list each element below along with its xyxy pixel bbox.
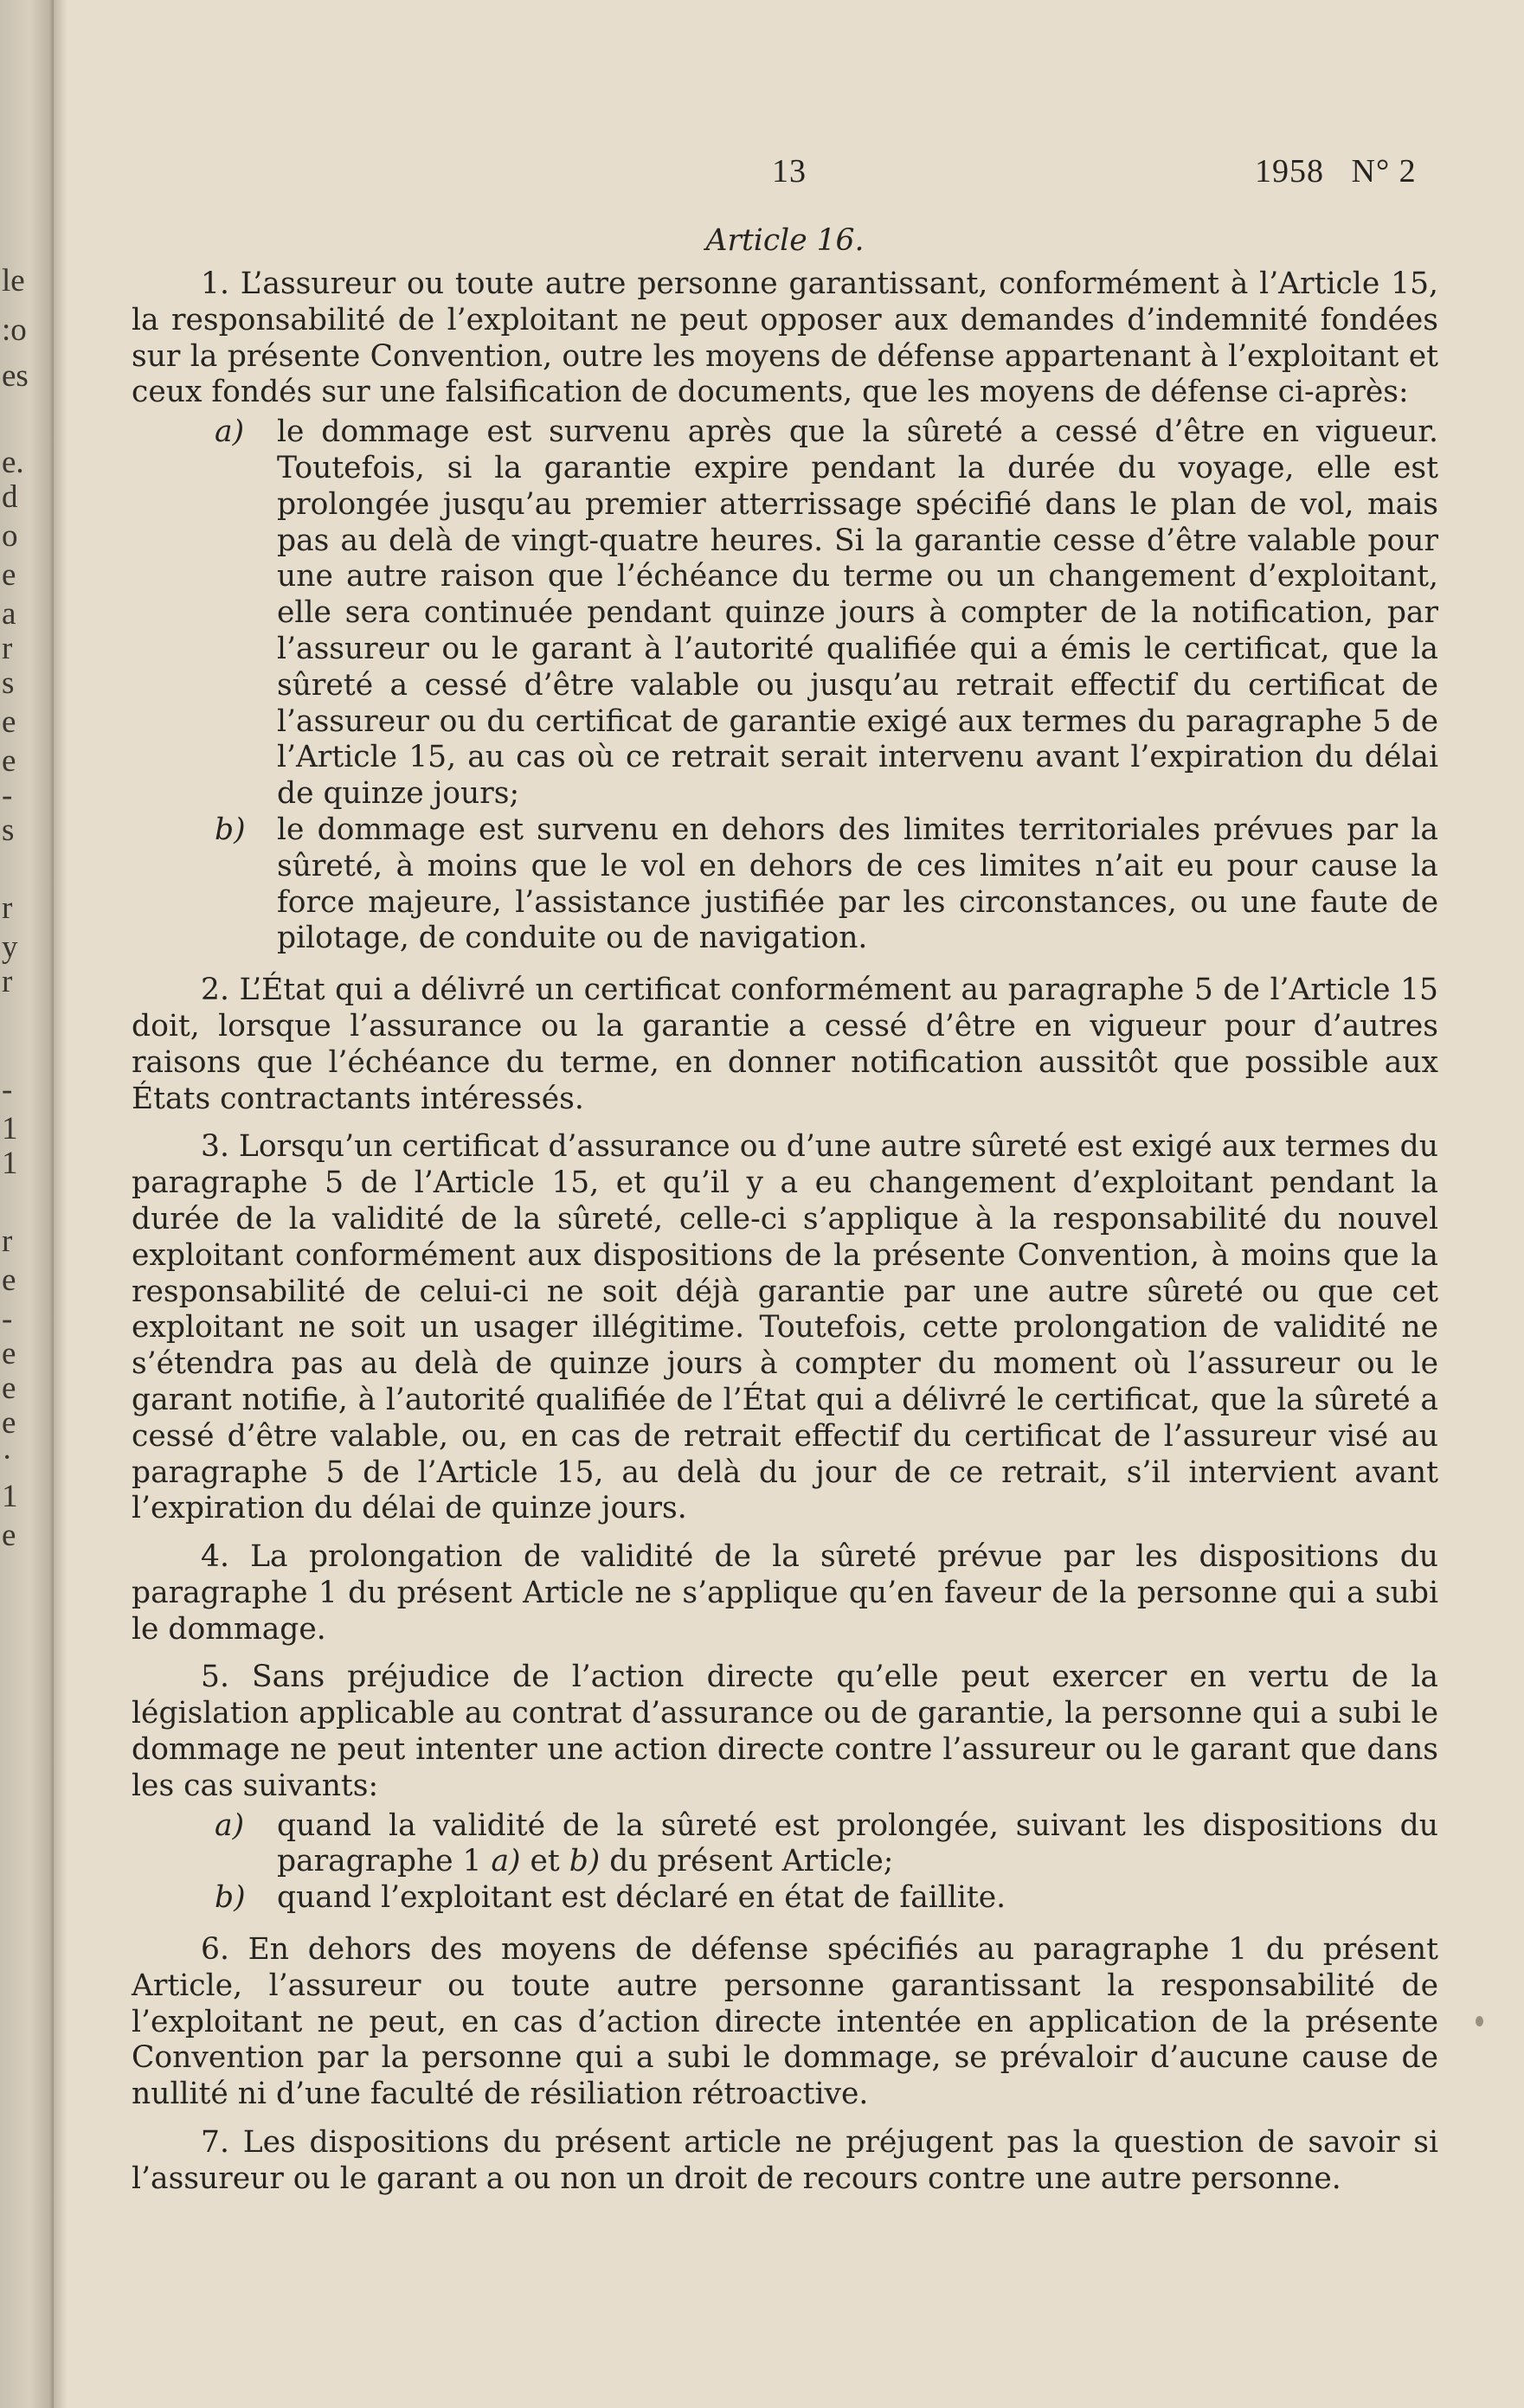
margin-fragment: r — [2, 1223, 13, 1259]
margin-fragment: s — [2, 665, 15, 701]
paragraph-1-items — [132, 414, 1438, 957]
item-text: quand l’exploitant est déclaré en état de faillite. — [277, 1880, 1006, 1916]
margin-fragment: y — [2, 929, 18, 965]
item-text: et — [520, 1844, 569, 1879]
list-item — [132, 812, 1438, 957]
article-body — [132, 223, 1438, 2210]
gutter-shadow — [54, 0, 68, 2408]
page-number: 13 — [772, 153, 807, 189]
margin-fragment: e — [2, 1371, 16, 1406]
page-header — [0, 152, 1524, 196]
margin-fragment: e — [2, 557, 16, 593]
adjacent-page-fragments — [0, 0, 52, 2408]
margin-fragment: e — [2, 1262, 16, 1298]
item-label: b) — [215, 1880, 246, 1916]
margin-fragment: - — [2, 1301, 13, 1337]
margin-fragment: r — [2, 964, 13, 999]
paragraph-5-items — [132, 1808, 1438, 1917]
article-title: Article 16. — [705, 223, 865, 258]
margin-fragment: - — [2, 1072, 13, 1108]
item-text: le dommage est survenu en dehors des limites territoriales prévues par la sûreté, à moins que le vol en dehors de ces limites n’ait eu pour cause la force majeure, l’assistance justifiée par les circonstances, ou une faute de pilotage, de conduite ou de navigation. — [277, 812, 1438, 956]
paper-speck — [1476, 2016, 1483, 2026]
margin-fragment: o — [2, 518, 18, 554]
paragraph-3: 3. Lorsqu’un certificat d’assurance ou d’une autre sûreté est exigé aux termes du paragraphe 5 de l’Article 15, et qu’il y a eu changement d’exploitant pendant la durée de la validité de la sûreté, celle-ci s’applique à la responsabilité du nouvel exploitant conformément aux dispositions de la présente Convention, à moins que la responsabilité de celui-ci ne soit déjà garantie par une autre sûreté ou que cet exploitant ne soit un usager illégitime. Toutefois, cette prolongation de validité ne s’étendra pas au delà de quinze jours à compter du moment où l’assureur ou le garant notifie, à l’autorité qualifiée de l’État qui a délivré le certificat, que la sûreté a cessé d’être valable, ou, en cas de retrait effectif du certificat de l’assureur visé au paragraphe 5 de l’Article 15, au delà du jour de ce retrait, s’il intervient avant l’expiration du délai de quinze jours. — [132, 1129, 1438, 1526]
item-ref: b) — [569, 1844, 601, 1879]
margin-fragment: e. — [2, 445, 24, 480]
paragraph-4: 4. La prolongation de validité de la sûreté prévue par les dispositions du paragraphe 1 du présent Article ne s’applique qu’en faveur de la personne qui a subi le dommage. — [132, 1539, 1438, 1647]
margin-fragment: 1 — [2, 1146, 18, 1181]
margin-fragment: e — [2, 1405, 16, 1441]
list-item — [132, 1808, 1438, 1881]
margin-fragment: d — [2, 479, 18, 515]
margin-fragment: le — [2, 263, 25, 299]
margin-fragment: e — [2, 704, 16, 740]
item-label: a) — [215, 1808, 245, 1843]
margin-fragment: s — [2, 812, 15, 848]
margin-fragment: r — [2, 890, 13, 926]
document-number: 1958 N° 2 — [1255, 153, 1417, 189]
item-text: quand la validité de la sûreté est prolongée, suivant les dispositions du paragraphe 1 — [277, 1808, 1438, 1879]
margin-fragment: r — [2, 631, 13, 666]
margin-fragment: · — [2, 1440, 13, 1475]
item-ref: a) — [491, 1844, 521, 1879]
list-item — [132, 1880, 1438, 1917]
paragraph-6: 6. En dehors des moyens de défense spécifiés au paragraphe 1 du présent Article, l’assureur ou toute autre personne garantissant la responsabilité de l’exploitant ne peut, en cas d’action directe intentée en application de la présente Convention par la personne qui a subi le dommage, se prévaloir d’aucune cause de nullité ni d’une faculté de résiliation rétroactive. — [132, 1932, 1438, 2112]
margin-fragment: e — [2, 1336, 16, 1371]
item-text: le dommage est survenu après que la sûreté a cessé d’être en vigueur. Toutefois, si la garantie expire pendant la durée du voyage, elle est prolongée jusqu’au premier atterrissage spécifié dans le plan de vol, mais pas au delà de vingt-quatre heures. Si la garantie cesse d’être valable pour une autre raison que l’échéance du terme ou un changement d’exploitant, elle sera continuée pendant quinze jours à compter de la notification, par l’assureur ou le garant à l’autorité qualifiée qui a émis le certificat, que la sûreté a cessé d’être valable ou jusqu’au retrait effectif du certificat de l’assureur ou du certificat de garantie exigé aux termes du paragraphe 5 de l’Article 15, au cas où ce retrait serait intervenu avant l’expiration du délai de quinze jours; — [277, 414, 1438, 812]
margin-fragment: es — [2, 358, 29, 394]
paragraph-7: 7. Les dispositions du présent article ne préjugent pas la question de savoir si l’assureur ou le garant a ou non un droit de recours contre une autre personne. — [132, 2125, 1438, 2196]
margin-fragment: 1 — [2, 1111, 18, 1146]
margin-fragment: 1 — [2, 1479, 18, 1514]
margin-fragment: - — [2, 778, 13, 813]
item-label: b) — [215, 812, 246, 847]
margin-fragment: e — [2, 743, 16, 779]
margin-fragment: :o — [2, 312, 27, 348]
paragraph-1: 1. L’assureur ou toute autre personne garantissant, conformément à l’Article 15, la responsabilité de l’exploitant ne peut opposer aux demandes d’indemnité fondées sur la présente Convention, outre les moyens de défense appartenant à l’exploitant et ceux fondés sur une falsification de documents, que les moyens de défense ci-après: — [132, 266, 1438, 410]
margin-fragment: a — [2, 596, 16, 632]
item-text: du présent Article; — [600, 1844, 894, 1879]
margin-fragment: e — [2, 1518, 16, 1553]
paragraph-5: 5. Sans préjudice de l’action directe qu’elle peut exercer en vertu de la législation applicable au contrat d’assurance ou de garantie, la personne qui a subi le dommage ne peut intenter une action directe contre l’assureur ou le garant que dans les cas suivants: — [132, 1660, 1438, 1803]
paragraph-2: 2. L’État qui a délivré un certificat conformément au paragraphe 5 de l’Article 15 doit, lorsque l’assurance ou la garantie a cessé d’être en vigueur pour d’autres raisons que l’échéance du terme, en donner notification aussitôt que possible aux États contractants intéressés. — [132, 973, 1438, 1116]
item-label: a) — [215, 414, 245, 450]
list-item — [132, 414, 1438, 812]
